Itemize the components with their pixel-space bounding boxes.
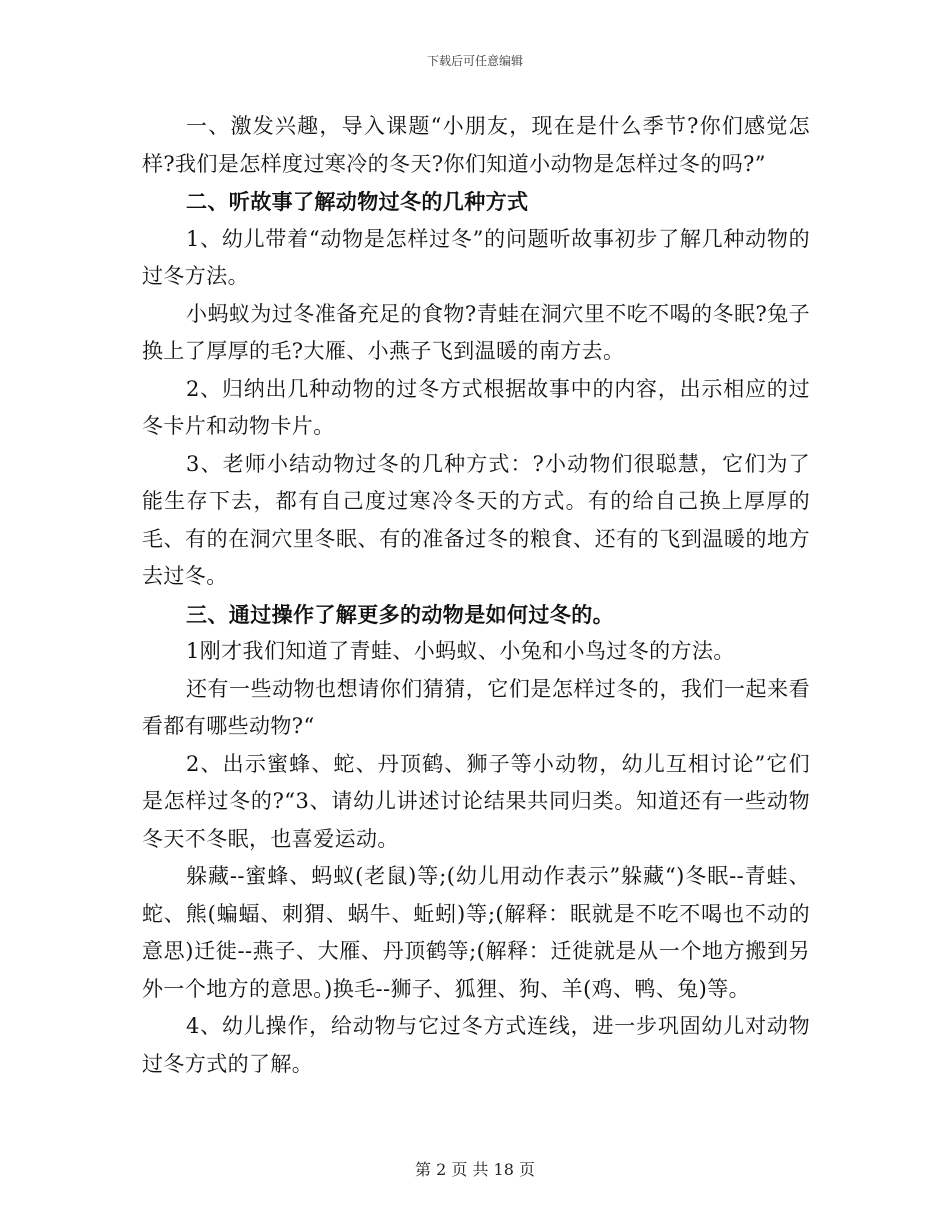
section-heading-3: 三、通过操作了解更多的动物是如何过冬的。 — [186, 601, 614, 627]
page-header-note: 下载后可任意编辑 — [426, 54, 523, 68]
paragraph-categories: 躲藏--蜜蜂、蚂蚁(老鼠)等;(幼儿用动作表示”躲藏“)冬眠--青蛙、蛇、熊(蝙蝠、刺猬、蜗牛、蚯蚓)等;(解释：眠就是不吃不喝也不动的意思)迁徙--燕子、大雁、丹顶鹤等;(解释：迁徙就是从一个地方搬到另外一个地方的意思。)换毛--狮子、狐狸、狗、羊(鸡、鸭、兔)等。 — [142, 864, 810, 1001]
paragraph-intro: 一、激发兴趣，导入课题“小朋友，现在是什么季节?你们感觉怎样?我们是怎样度过寒冷的冬天?你们知道小动物是怎样过冬的吗?” — [142, 114, 810, 176]
paragraph-recap: 1刚才我们知道了青蛙、小蚂蚁、小兔和小鸟过冬的方法。 — [186, 639, 735, 663]
paragraph-discuss: 2、出示蜜蜂、蛇、丹顶鹤、狮子等小动物，幼儿互相讨论”它们是怎样过冬的?“3、请幼儿讲述讨论结果共同归类。知道还有一些动物冬天不冬眠，也喜爱运动。 — [142, 751, 810, 851]
paragraph-step-4: 4、幼儿操作，给动物与它过冬方式连线，进一步巩固幼儿对动物过冬方式的了解。 — [142, 1014, 810, 1076]
paragraph-step-2: 2、归纳出几种动物的过冬方式根据故事中的内容，出示相应的过冬卡片和动物卡片。 — [142, 376, 810, 438]
page-number-footer: 第 2 页 共 18 页 — [415, 1160, 535, 1179]
paragraph-step-3: 3、老师小结动物过冬的几种方式：?小动物们很聪慧，它们为了能生存下去，都有自己度过寒冷冬天的方式。有的给自己换上厚厚的毛、有的在洞穴里冬眠、有的准备过冬的粮食、还有的飞到温暖的地方去过冬。 — [142, 451, 810, 588]
section-heading-2: 二、听故事了解动物过冬的几种方式 — [186, 189, 529, 214]
paragraph-step-1: 1、幼儿带着“动物是怎样过冬”的问题听故事初步了解几种动物的过冬方法。 — [142, 226, 810, 288]
document-body — [142, 108, 810, 1083]
paragraph-story: 小蚂蚁为过冬准备充足的食物?青蛙在洞穴里不吃不喝的冬眠?兔子换上了厚厚的毛?大雁、小燕子飞到温暖的南方去。 — [142, 301, 810, 363]
paragraph-guess: 还有一些动物也想请你们猜猜，它们是怎样过冬的，我们一起来看看都有哪些动物?“ — [142, 676, 810, 738]
